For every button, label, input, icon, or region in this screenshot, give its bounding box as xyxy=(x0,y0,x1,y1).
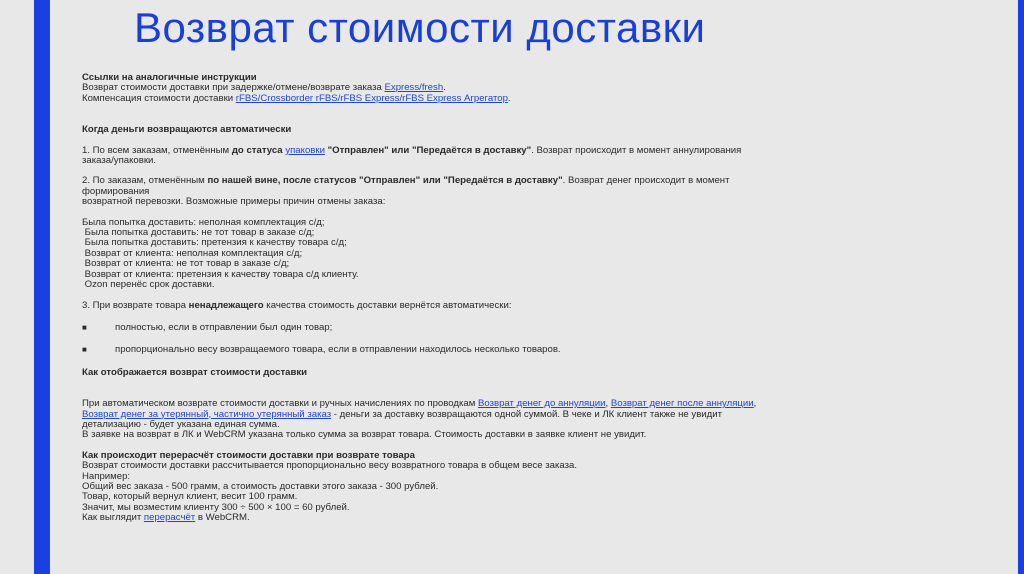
p1-text-a: 1. По всем заказам, отменённым xyxy=(82,144,232,156)
link-refund-before-cancel[interactable]: Возврат денег до аннуляции xyxy=(477,398,606,410)
auto-heading: Когда деньги возвращаются автоматически xyxy=(82,124,292,136)
reason-item: Возврат от клиента: неполная комплектация с/д; xyxy=(82,247,303,259)
links-heading: Ссылки на аналогичные инструкции xyxy=(82,72,257,83)
bullet-text: пропорционально весу возвращаемого товара, если в отправлении находилось несколько товаров. xyxy=(115,344,561,356)
p2-text-c: . Возврат денег происходит в момент xyxy=(562,175,730,187)
links-line1-suffix: . xyxy=(443,82,446,94)
recalc-line-2: Например: xyxy=(82,470,131,482)
bullet-item xyxy=(82,323,882,333)
right-accent-bar xyxy=(1018,0,1024,574)
bullet-text: полностью, если в отправлении был один товар; xyxy=(115,321,333,333)
reason-item: Ozon перенёс срок доставки. xyxy=(82,279,215,291)
display-line-3: детализацию - будет указана единая сумма. xyxy=(82,418,280,430)
display-line-4: В заявке на возврат в ЛК и WebCRM указана только сумма за возврат товара. Стоимость доставки в заявке клиент не увидит. xyxy=(82,429,647,441)
link-refund-lost-order[interactable]: Возврат денег за утерянный, частично утерянный заказ xyxy=(82,408,332,420)
links-line2-text: Компенсация стоимости доставки xyxy=(82,92,236,104)
reason-item: Возврат от клиента: претензия к качеству товара с/д клиенту. xyxy=(82,268,359,280)
bullet-square-icon: ■ xyxy=(82,345,87,355)
recalc-line-6 xyxy=(82,513,882,523)
left-accent-bar xyxy=(34,0,50,574)
reason-item: Была попытка доставить: претензия к качеству товара с/д; xyxy=(82,237,347,249)
links-line1-text: Возврат стоимости доставки при задержке/отмене/возврате заказа xyxy=(82,82,385,94)
p3-text-c: качества стоимость доставки вернётся автоматически: xyxy=(263,299,512,311)
p1-text-e: . Возврат происходит в момент аннулирования xyxy=(531,144,742,156)
reason-item: Была попытка доставить: не тот товар в заказе с/д; xyxy=(82,227,315,239)
paragraph-1-line2: заказа/упаковки. xyxy=(82,155,157,167)
bullet-square-icon: ■ xyxy=(82,322,87,332)
p1-bold-statuses: "Отправлен" или "Передаётся в доставку" xyxy=(324,144,532,156)
p1-bold-status: до статуса xyxy=(231,144,283,156)
link-recalc-webcrm[interactable]: перерасчёт xyxy=(143,512,196,524)
recalc-line-5: Значит, мы возместим клиенту 300 ÷ 500 × 100 = 60 рублей. xyxy=(82,501,350,513)
paragraph-2-line3: возвратной перевозки. Возможные примеры причин отмены заказа: xyxy=(82,196,386,208)
p3-text-a: 3. При возврате товара xyxy=(82,299,189,311)
recalc-heading: Как происходит перерасчёт стоимости доставки при возврате товара xyxy=(82,449,415,461)
link-rfbs[interactable]: rFBS/Crossborder rFBS/rFBS Express/rFBS Express Агрегатор xyxy=(235,92,508,104)
links-line-rfbs xyxy=(82,94,882,104)
paragraph-3 xyxy=(82,301,882,311)
recalc-line-4: Товар, который вернул клиент, весит 100 грамм. xyxy=(82,491,298,503)
recalc-line-1: Возврат стоимости доставки рассчитывается пропорционально весу возвратного товара в общем весе заказа. xyxy=(82,460,577,472)
d1-text: При автоматическом возврате стоимости доставки и ручных начислениях по проводкам xyxy=(82,398,478,410)
r6-suffix: в WebCRM. xyxy=(195,512,250,524)
r6-text: Как выглядит xyxy=(82,512,144,524)
paragraph-1 xyxy=(82,146,882,156)
document-body xyxy=(82,73,882,524)
reason-item: Возврат от клиента: не тот товар в заказе с/д; xyxy=(82,258,290,270)
paragraph-2 xyxy=(82,176,882,186)
page-title: Возврат стоимости доставки xyxy=(134,4,706,51)
d1-separator: , xyxy=(605,398,611,410)
bullet-item xyxy=(82,345,882,355)
d1-end: , xyxy=(753,398,757,410)
reason-item: Была попытка доставить: неполная комплектация с/д; xyxy=(82,216,325,228)
links-line2-suffix: . xyxy=(507,92,511,104)
link-upakovki[interactable]: упаковки xyxy=(285,144,325,156)
recalc-line-3: Общий вес заказа - 500 грамм, а стоимость доставки этого заказа - 300 рублей. xyxy=(82,480,439,492)
link-refund-after-cancel[interactable]: Возврат денег после аннуляции xyxy=(610,398,754,410)
link-express-fresh[interactable]: Express/fresh xyxy=(384,82,444,94)
p2-text-a: 2. По заказам, отменённым xyxy=(82,175,208,187)
display-heading: Как отображается возврат стоимости доставки xyxy=(82,366,308,378)
d2-text: - деньги за доставку возвращаются одной суммой. В чеке и ЛК клиент также не увидит xyxy=(331,408,723,420)
p3-bold: ненадлежащего xyxy=(188,299,264,311)
p2-bold: по нашей вине, после статусов "Отправлен" или "Передаётся в доставку" xyxy=(207,175,563,187)
paragraph-2-line2: формирования xyxy=(82,185,150,197)
